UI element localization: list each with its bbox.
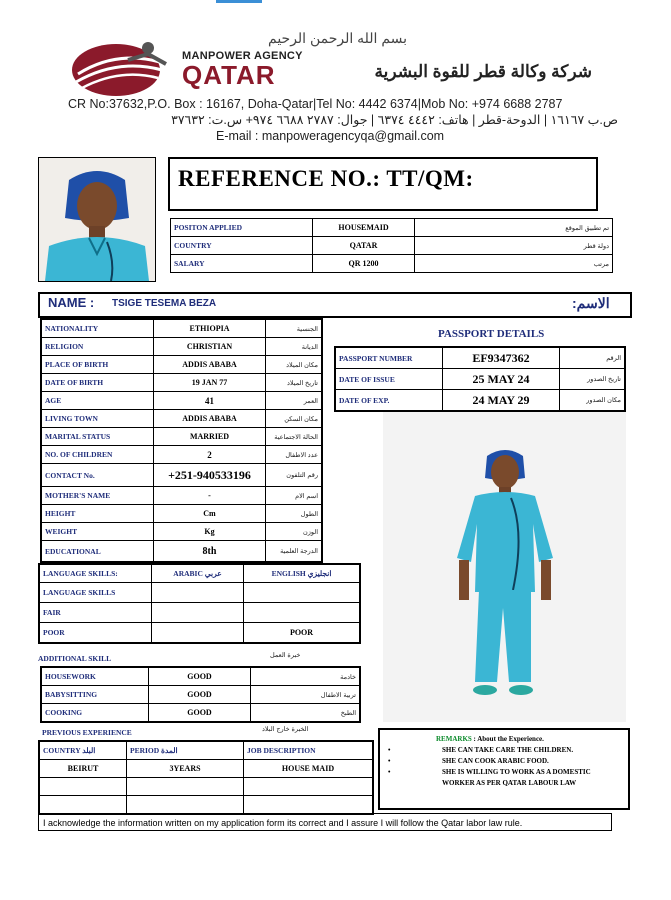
- table-row: [41, 374, 322, 392]
- experience-title-ar: الخبرة خارج البلاد: [262, 726, 309, 733]
- education-value: 8th: [154, 541, 266, 563]
- nationality-label: NATIONALITY: [41, 319, 154, 338]
- table-row: [39, 760, 373, 778]
- top-accent-bar: [216, 0, 262, 3]
- language-row-arabic: [152, 583, 244, 603]
- table-row: [335, 390, 625, 412]
- experience-title: PREVIOUS EXPERIENCE: [42, 728, 132, 737]
- acknowledgement-text: I acknowledge the information written on my application form its correct and I assure I will follow the Qatar labor law rule.: [38, 813, 612, 831]
- marital-label: MARITAL STATUS: [41, 428, 154, 446]
- table-row: [335, 369, 625, 390]
- dob-label: DATE OF BIRTH: [41, 374, 154, 392]
- height-label: HEIGHT: [41, 505, 154, 523]
- table-row: [39, 741, 373, 760]
- table-row: [41, 338, 322, 356]
- position-value: HOUSEMAID: [313, 219, 415, 237]
- remark-text: SHE IS WILLING TO WORK AS A DOMESTIC WORKER AS PER QATAR LABOUR LAW: [442, 768, 591, 787]
- remarks-title: REMARKS: [436, 735, 472, 743]
- contact-english: CR No:37632,P.O. Box : 16167, Doha-Qatar|Tel No: 4442 6374|Mob No: +974 6688 2787: [68, 97, 563, 111]
- table-row: [171, 237, 613, 255]
- table-row: [41, 410, 322, 428]
- calligraphy-text: بسم الله الرحمن الرحيم: [268, 30, 408, 46]
- cooking-value: GOOD: [149, 704, 251, 723]
- birthplace-ar: مكان الميلاد: [266, 356, 323, 374]
- issue-date-value: 25 MAY 24: [443, 369, 560, 390]
- dob-value: 19 JAN 77: [154, 374, 266, 392]
- remarks-subtitle: : About the Experience.: [473, 735, 544, 743]
- contact-value: +251-940533196: [154, 464, 266, 487]
- experience-header-period: PERIOD المدة: [127, 741, 244, 760]
- passport-number-value: EF9347362: [443, 347, 560, 369]
- country-label: COUNTRY: [171, 237, 313, 255]
- contact-arabic: ص.ب ١٦١٦٧ | الدوحة-قطر | هاتف: ٤٤٤٢ ٦٣٧٤ | جوال: ٢٧٨٧ ٦٦٨٨ ٩٧٤+ س.ت: ٣٧٦٣٢: [171, 113, 618, 127]
- religion-value: CHRISTIAN: [154, 338, 266, 356]
- experience-job: [244, 778, 374, 796]
- table-row: [39, 564, 360, 583]
- passport-number-label: PASSPORT NUMBER: [335, 347, 443, 369]
- country-ar: دولة قطر: [415, 237, 613, 255]
- position-table: [170, 218, 613, 273]
- name-value: TSIGE TESEMA BEZA: [112, 298, 217, 309]
- experience-country: BEIRUT: [39, 760, 127, 778]
- expiry-date-label: DATE OF EXP.: [335, 390, 443, 412]
- personal-table: [40, 318, 323, 563]
- language-poor-english: POOR: [244, 623, 361, 644]
- housework-ar: خادمة: [251, 667, 361, 686]
- living-town-value: ADDIS ABABA: [154, 410, 266, 428]
- table-row: [41, 686, 360, 704]
- contact-label: CONTACT No.: [41, 464, 154, 487]
- salary-label: SALARY: [171, 255, 313, 273]
- passport-title: PASSPORT DETAILS: [438, 328, 545, 340]
- age-ar: العمر: [266, 392, 323, 410]
- religion-label: RELIGION: [41, 338, 154, 356]
- height-value: Cm: [154, 505, 266, 523]
- language-header-label: LANGUAGE SKILLS:: [39, 564, 152, 583]
- living-town-ar: مكان السكن: [266, 410, 323, 428]
- experience-period: [127, 796, 244, 815]
- age-value: 41: [154, 392, 266, 410]
- experience-period: 3YEARS: [127, 760, 244, 778]
- experience-period: [127, 778, 244, 796]
- brand-line: MANPOWER AGENCY: [182, 50, 303, 62]
- table-row: [41, 523, 322, 541]
- weight-ar: الوزن: [266, 523, 323, 541]
- table-row: [39, 796, 373, 815]
- table-row: [171, 219, 613, 237]
- issue-date-label: DATE OF ISSUE: [335, 369, 443, 390]
- language-poor-arabic: [152, 623, 244, 644]
- additional-skill-title-ar: خبرة العمل: [270, 652, 301, 659]
- table-row: [41, 446, 322, 464]
- table-row: [41, 428, 322, 446]
- name-arabic: الاسم:: [572, 295, 610, 311]
- issue-date-ar: تاريخ الصدور: [560, 369, 626, 390]
- table-row: [39, 623, 360, 644]
- experience-header-country: COUNTRY البلد: [39, 741, 127, 760]
- position-ar: تم تطبيق الموقع: [415, 219, 613, 237]
- table-row: [39, 778, 373, 796]
- country-value: QATAR: [313, 237, 415, 255]
- table-row: [41, 704, 360, 723]
- table-row: [335, 347, 625, 369]
- babysitting-ar: تربية الاطفال: [251, 686, 361, 704]
- reference-number: REFERENCE NO.: TT/QM:: [178, 166, 474, 191]
- table-row: [41, 356, 322, 374]
- full-body-photo: [383, 412, 626, 722]
- table-row: [41, 392, 322, 410]
- brand-name: QATAR: [182, 60, 276, 90]
- language-row-label: LANGUAGE SKILLS: [39, 583, 152, 603]
- experience-job: [244, 796, 374, 815]
- nationality-value: ETHIOPIA: [154, 319, 266, 338]
- housework-value: GOOD: [149, 667, 251, 686]
- nationality-ar: الجنسية: [266, 319, 323, 338]
- expiry-date-ar: مكان الصدور: [560, 390, 626, 412]
- cooking-ar: الطبخ: [251, 704, 361, 723]
- table-row: [39, 583, 360, 603]
- babysitting-value: GOOD: [149, 686, 251, 704]
- table-row: [171, 255, 613, 273]
- table-row: [39, 603, 360, 623]
- list-item: • SHE CAN COOK ARABIC FOOD.: [388, 757, 549, 765]
- babysitting-label: BABYSITTING: [41, 686, 149, 704]
- experience-header-job: JOB DESCRIPTION: [244, 741, 374, 760]
- language-header-arabic: ARABIC عربي: [152, 564, 244, 583]
- language-poor-label: POOR: [39, 623, 152, 644]
- table-row: [41, 319, 322, 338]
- email-line: E-mail : manpoweragencyqa@gmail.com: [216, 129, 445, 143]
- language-table: [38, 563, 361, 644]
- experience-table: [38, 740, 374, 815]
- table-row: [41, 541, 322, 563]
- salary-ar: مرتب: [415, 255, 613, 273]
- additional-skill-table: [40, 666, 361, 723]
- mother-value: -: [154, 487, 266, 505]
- weight-value: Kg: [154, 523, 266, 541]
- table-row: [41, 464, 322, 487]
- mother-ar: اسم الام: [266, 487, 323, 505]
- religion-ar: الديانة: [266, 338, 323, 356]
- children-ar: عدد الاطفال: [266, 446, 323, 464]
- passport-table: [334, 346, 626, 412]
- table-row: [41, 505, 322, 523]
- language-fair-english: [244, 603, 361, 623]
- name-label: NAME :: [48, 295, 95, 310]
- remark-text: SHE CAN COOK ARABIC FOOD.: [442, 757, 549, 765]
- table-row: [41, 667, 360, 686]
- remark-text: SHE CAN TAKE CARE THE CHILDREN.: [442, 746, 574, 754]
- education-ar: الدرجة العلمية: [266, 541, 323, 563]
- experience-country: [39, 778, 127, 796]
- salary-value: QR 1200: [313, 255, 415, 273]
- living-town-label: LIVING TOWN: [41, 410, 154, 428]
- language-fair-arabic: [152, 603, 244, 623]
- passport-number-ar: الرقم: [560, 347, 626, 369]
- dob-ar: تاريخ الميلاد: [266, 374, 323, 392]
- mother-label: MOTHER'S NAME: [41, 487, 154, 505]
- birthplace-label: PLACE OF BIRTH: [41, 356, 154, 374]
- expiry-date-value: 24 MAY 29: [443, 390, 560, 412]
- remarks-box: [378, 728, 630, 810]
- table-row: [41, 487, 322, 505]
- agency-logo-icon: [68, 40, 172, 98]
- children-value: 2: [154, 446, 266, 464]
- marital-ar: الحالة الاجتماعية: [266, 428, 323, 446]
- birthplace-value: ADDIS ABABA: [154, 356, 266, 374]
- brand-arabic: شركة وكالة قطر للقوة البشرية: [374, 62, 592, 81]
- height-ar: الطول: [266, 505, 323, 523]
- cooking-label: COOKING: [41, 704, 149, 723]
- children-label: NO. OF CHILDREN: [41, 446, 154, 464]
- experience-job: HOUSE MAID: [244, 760, 374, 778]
- list-item: • SHE IS WILLING TO WORK AS A DOMESTIC WORKER AS PER QATAR LABOUR LAW: [380, 767, 628, 789]
- additional-skill-title: ADDITIONAL SKILL: [38, 654, 112, 663]
- marital-value: MARRIED: [154, 428, 266, 446]
- weight-label: WEIGHT: [41, 523, 154, 541]
- position-label: POSITON APPLIED: [171, 219, 313, 237]
- contact-ar: رقم التلفون: [266, 464, 323, 487]
- housework-label: HOUSEWORK: [41, 667, 149, 686]
- education-label: EDUCATIONAL: [41, 541, 154, 563]
- passport-photo: [38, 157, 156, 282]
- language-fair-label: FAIR: [39, 603, 152, 623]
- language-row-english: [244, 583, 361, 603]
- list-item: • SHE CAN TAKE CARE THE CHILDREN.: [388, 746, 574, 754]
- experience-country: [39, 796, 127, 815]
- language-header-english: ENGLISH انجليزي: [244, 564, 361, 583]
- age-label: AGE: [41, 392, 154, 410]
